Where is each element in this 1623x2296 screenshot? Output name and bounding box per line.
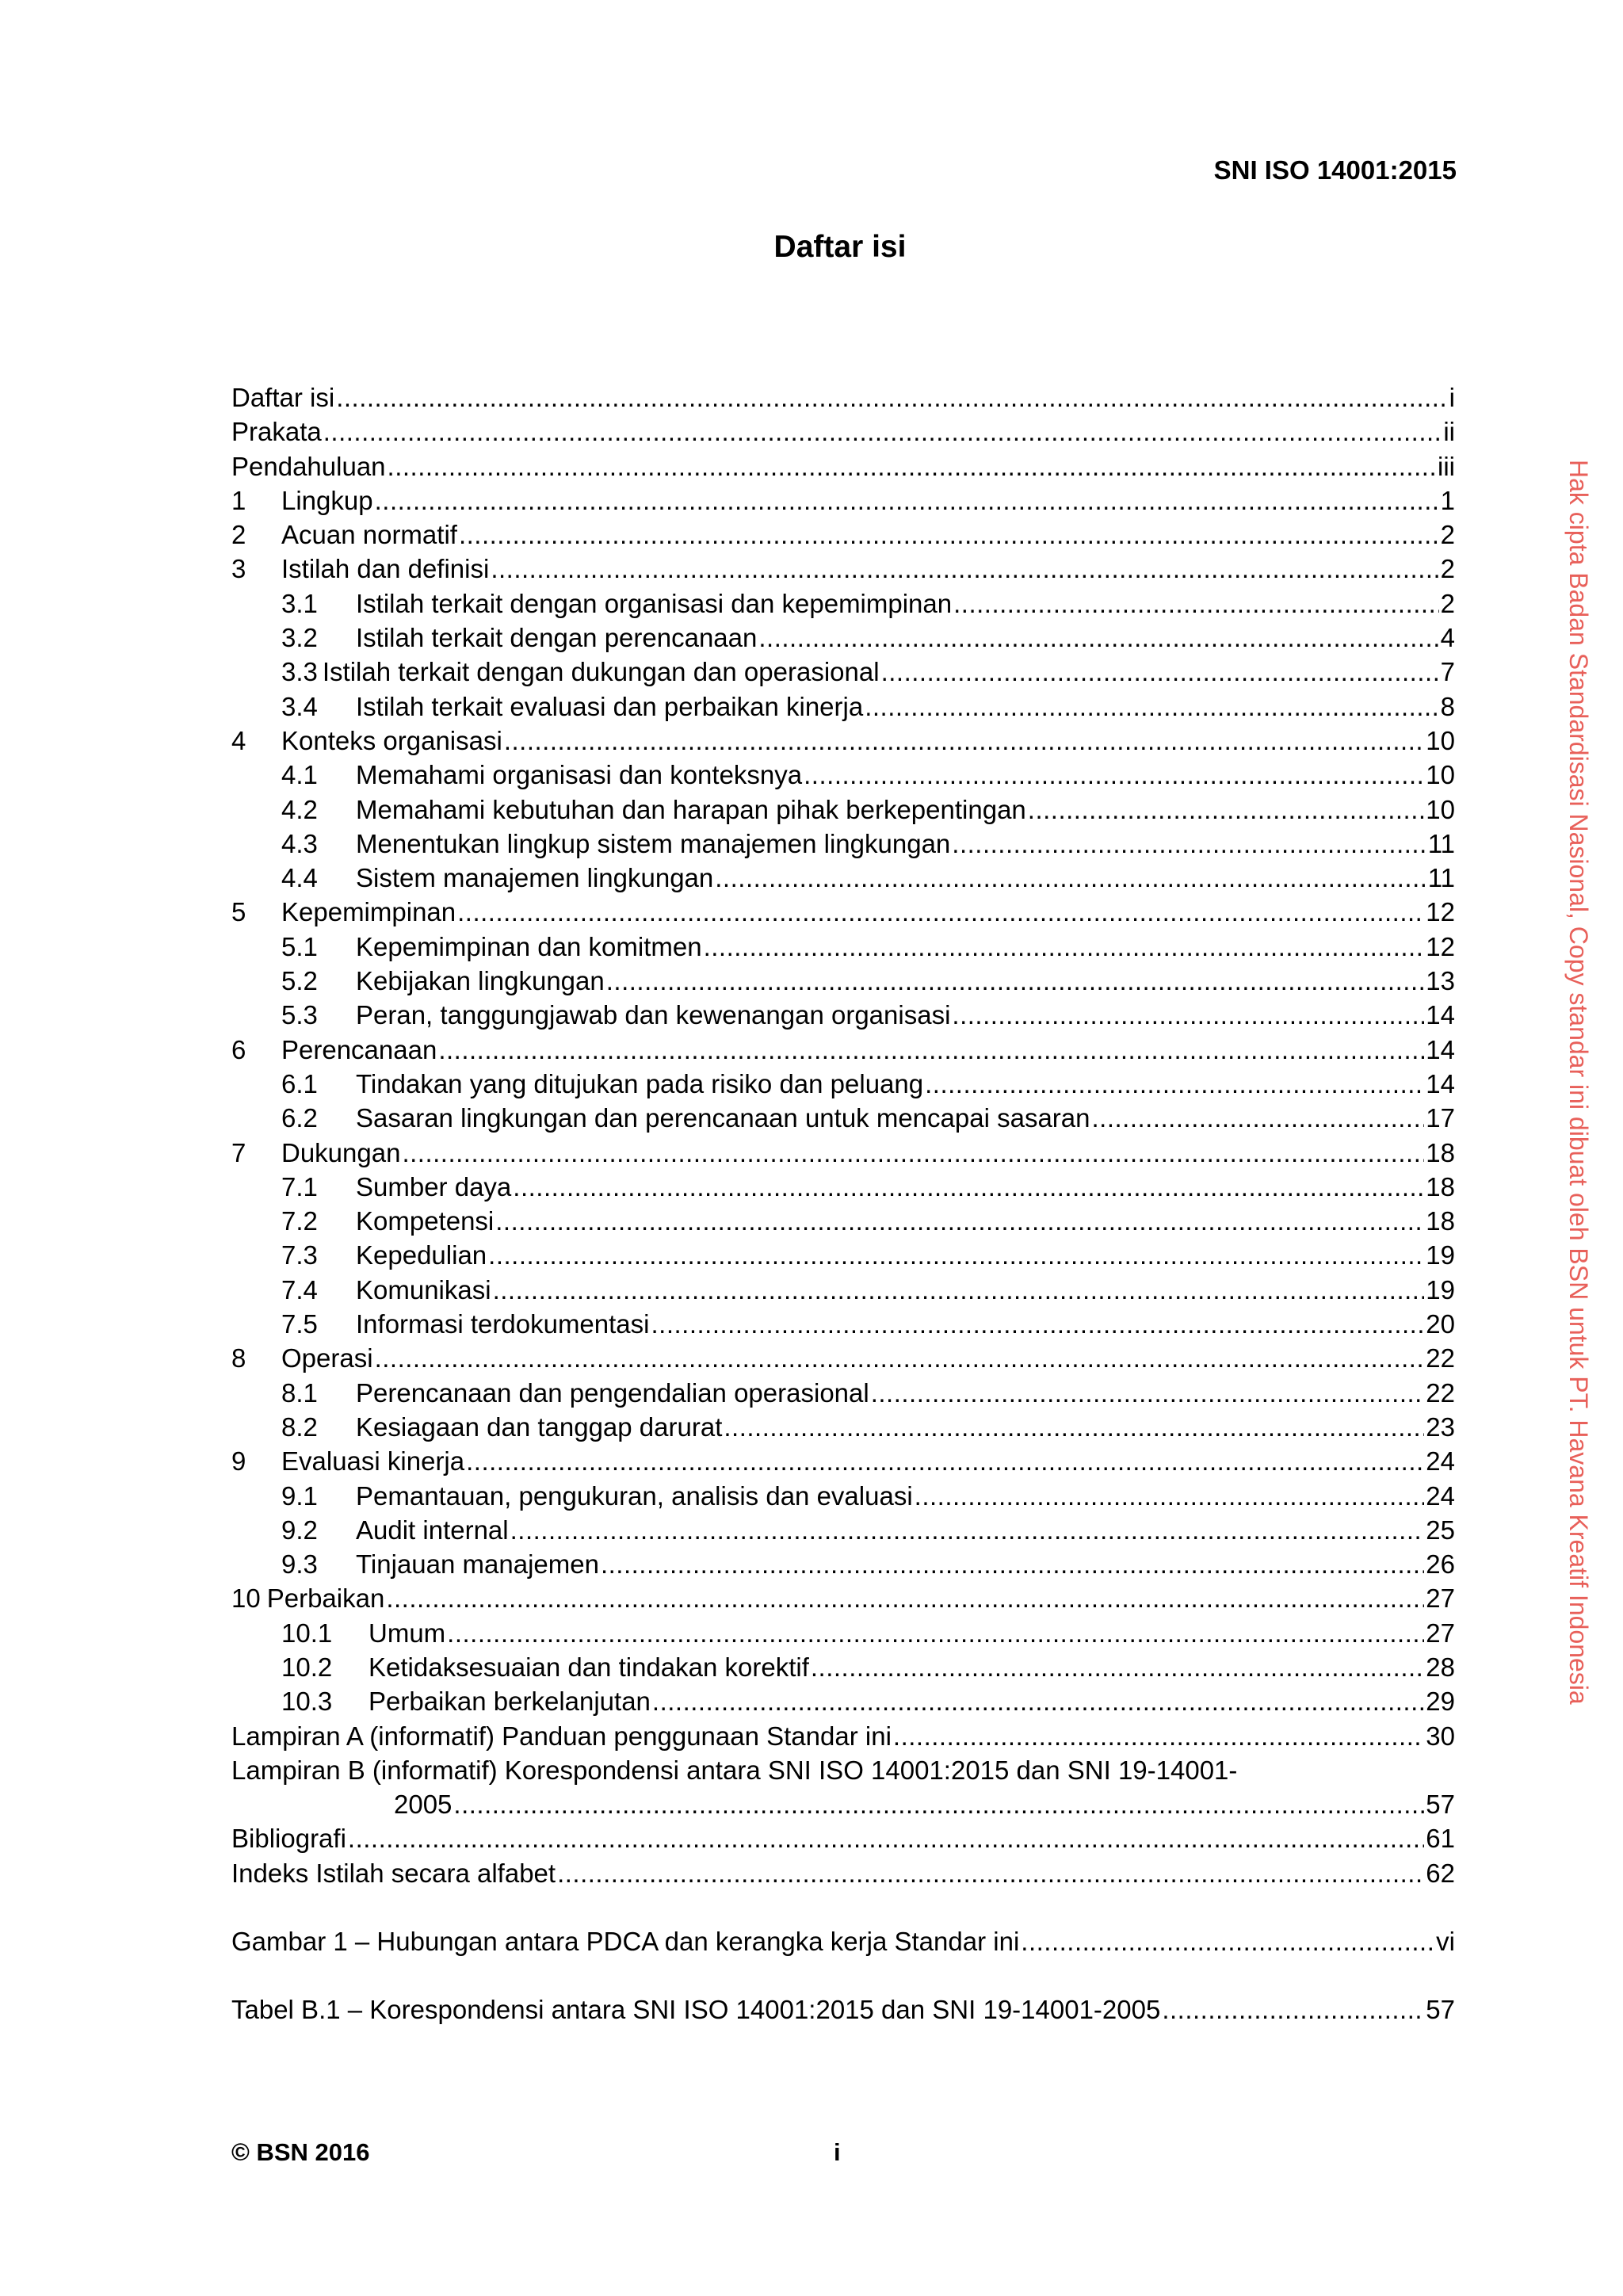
- footer-copyright: © BSN 2016: [231, 2138, 370, 2166]
- toc-entry-number: 3.1: [281, 588, 318, 618]
- toc-entry[interactable]: [231, 655, 1455, 689]
- toc-entry-text: Kompetensi: [356, 1206, 495, 1236]
- toc-entry[interactable]: [231, 1616, 1455, 1650]
- toc-entry-page: 17: [1426, 1103, 1455, 1133]
- toc-entry-number: 4.4: [281, 863, 318, 893]
- toc-entry-text: Prakata: [231, 417, 322, 447]
- toc-entry-page: 14: [1426, 1068, 1455, 1098]
- toc-leader-dots: [513, 1170, 1424, 1204]
- figure-list: [231, 1924, 1455, 1958]
- toc-entry-number: 8.1: [281, 1377, 318, 1408]
- toc-leader-dots: [804, 758, 1424, 792]
- toc-entry-number: 7.4: [281, 1274, 318, 1305]
- toc-entry-text: Istilah terkait dengan perencanaan: [356, 623, 758, 653]
- toc-entry-text: Sumber daya: [356, 1171, 512, 1201]
- copyright-watermark: Hak cipta Badan Standardisasi Nasional, Copy standar ini dibuat oleh BSN untuk PT. Havana Kreatif Indonesia: [1564, 460, 1593, 1705]
- toc-entry[interactable]: [231, 1101, 1455, 1135]
- toc-entry-number: 4.2: [281, 794, 318, 824]
- toc-entry-text: Gambar 1 – Hubungan antara PDCA dan kerangka kerja Standar ini: [231, 1927, 1020, 1957]
- toc-leader-dots: [1162, 1992, 1424, 2027]
- toc-leader-dots: [493, 1273, 1425, 1307]
- toc-leader-dots: [925, 1067, 1424, 1101]
- toc-leader-dots: [504, 724, 1424, 758]
- toc-entry-page: 12: [1426, 931, 1455, 961]
- toc-entry-text: Daftar isi: [231, 383, 335, 412]
- toc-entry-text: Kepemimpinan dan komitmen: [356, 931, 702, 961]
- toc-entry-page: 25: [1426, 1515, 1455, 1545]
- toc-entry[interactable]: [231, 1170, 1455, 1204]
- toc-entry[interactable]: [231, 1067, 1455, 1101]
- toc-entry-page: 10: [1426, 794, 1455, 824]
- toc-entry-text: Istilah terkait evaluasi dan perbaikan kinerja: [356, 691, 864, 721]
- toc-entry[interactable]: [231, 1341, 1455, 1375]
- toc-entry-page: 24: [1426, 1446, 1455, 1477]
- toc-leader-dots: [323, 415, 1442, 449]
- toc-entry-number: 4.3: [281, 828, 318, 858]
- toc-entry-number: 9.2: [281, 1515, 318, 1545]
- toc-entry-page: 7: [1440, 657, 1455, 687]
- toc-entry-text: Kebijakan lingkungan: [356, 966, 605, 996]
- toc-entry-text: Menentukan lingkup sistem manajemen lingkungan: [356, 828, 951, 858]
- toc-entry-text: Dukungan: [281, 1137, 401, 1167]
- toc-leader-dots: [652, 1684, 1424, 1718]
- toc-entry[interactable]: [231, 586, 1455, 621]
- toc-entry-number: 10.1: [281, 1618, 333, 1648]
- toc-entry-page: 29: [1426, 1687, 1455, 1717]
- toc-entry-page: 18: [1426, 1137, 1455, 1167]
- toc-entry-number: 8: [231, 1343, 246, 1373]
- toc-entry-text: Lampiran B (informatif) Korespondensi antara SNI ISO 14001:2015 dan SNI 19-14001-: [231, 1755, 1238, 1785]
- toc-main-list: [231, 380, 1455, 1753]
- toc-entry[interactable]: [231, 1033, 1455, 1067]
- toc-entry-page: 27: [1426, 1584, 1455, 1614]
- toc-entry-number: 5.3: [281, 1000, 318, 1030]
- toc-entry-number: 1: [231, 485, 246, 515]
- toc-entry-number: 10: [231, 1584, 261, 1614]
- toc-leader-dots: [459, 518, 1439, 552]
- toc-leader-dots: [893, 1719, 1424, 1753]
- toc-entry-text: Tabel B.1 – Korespondensi antara SNI ISO 14001:2015 dan SNI 19-14001-2005: [231, 1995, 1161, 2025]
- toc-entry-page: 26: [1426, 1549, 1455, 1580]
- toc-entry[interactable]: [231, 895, 1455, 929]
- toc-leader-dots: [488, 1238, 1424, 1272]
- toc-entry[interactable]: [231, 793, 1455, 827]
- toc-leader-dots: [457, 895, 1424, 929]
- toc-entry-text: Bibliografi: [231, 1824, 346, 1854]
- toc-leader-dots: [557, 1856, 1424, 1890]
- toc-entry-page: 61: [1426, 1824, 1455, 1854]
- toc-leader-dots: [952, 827, 1426, 861]
- toc-entry[interactable]: [231, 1238, 1455, 1272]
- toc-entry-number: 7: [231, 1137, 246, 1167]
- toc-leader-dots: [348, 1821, 1424, 1855]
- toc-entry-page: 4: [1440, 623, 1455, 653]
- toc-entry-text: Perencanaan: [281, 1034, 437, 1064]
- toc-entry-page: 19: [1426, 1274, 1455, 1305]
- toc-entry-page: 22: [1426, 1343, 1455, 1373]
- toc-entry-text: Pendahuluan: [231, 451, 386, 481]
- toc-leader-dots: [601, 1547, 1424, 1581]
- toc-leader-dots: [724, 1410, 1424, 1444]
- toc-entry[interactable]: [231, 518, 1455, 552]
- toc-entry-number: 4: [231, 725, 246, 755]
- toc-entry[interactable]: [231, 861, 1455, 895]
- toc-leader-dots: [1021, 1924, 1434, 1958]
- toc-entry[interactable]: [231, 1307, 1455, 1341]
- toc-entry[interactable]: [231, 690, 1455, 724]
- toc-entry-page: 11: [1427, 828, 1455, 858]
- toc-entry-page: 8: [1440, 691, 1455, 721]
- toc-entry-number: 10.2: [281, 1652, 333, 1682]
- toc-entry[interactable]: [231, 621, 1455, 655]
- toc-entry-text: Memahami organisasi dan konteksnya: [356, 760, 803, 790]
- figure-entry[interactable]: [231, 1924, 1455, 1958]
- toc-entry-page: ii: [1443, 417, 1455, 447]
- toc-leader-dots: [758, 621, 1438, 655]
- toc-entry-page: 27: [1426, 1618, 1455, 1648]
- toc-entry-page: 14: [1426, 1000, 1455, 1030]
- table-entry[interactable]: [231, 1992, 1455, 2027]
- toc-entry-text: Perbaikan berkelanjutan: [369, 1687, 651, 1717]
- toc-entry-page: vi: [1436, 1927, 1455, 1957]
- toc-entry[interactable]: [231, 1821, 1455, 1855]
- toc-entry-page: 20: [1426, 1309, 1455, 1339]
- toc-entry-number: 8.2: [281, 1412, 318, 1442]
- toc-leader-dots: [453, 1787, 1424, 1821]
- toc-entry-text: Lampiran A (informatif) Panduan penggunaan Standar ini: [231, 1721, 892, 1751]
- toc-leader-dots: [865, 690, 1438, 724]
- toc-entry-page: 57: [1426, 1790, 1455, 1820]
- toc-entry-page: 18: [1426, 1206, 1455, 1236]
- toc-entry[interactable]: [231, 1204, 1455, 1238]
- toc-entry-page: 2: [1440, 588, 1455, 618]
- toc-entry-text: Lingkup: [281, 485, 373, 515]
- toc-entry[interactable]: [231, 1513, 1455, 1547]
- toc-entry-text: Kepemimpinan: [281, 897, 456, 927]
- toc-entry-number: 3.4: [281, 691, 318, 721]
- toc-entry-page: 23: [1426, 1412, 1455, 1442]
- toc-entry[interactable]: [231, 758, 1455, 792]
- toc-entry[interactable]: [231, 1581, 1455, 1615]
- toc-entry-page: 22: [1426, 1377, 1455, 1408]
- toc-entry-page: 11: [1427, 863, 1455, 893]
- toc-entry[interactable]: [231, 1410, 1455, 1444]
- toc-entry-page: 2: [1440, 520, 1455, 550]
- toc-entry[interactable]: [231, 1444, 1455, 1478]
- toc-leader-dots: [388, 449, 1436, 483]
- toc-entry-number: 6.1: [281, 1068, 318, 1098]
- toc-entry-text: Audit internal: [356, 1515, 509, 1545]
- toc-entry[interactable]: [231, 724, 1455, 758]
- toc-entry[interactable]: [231, 998, 1455, 1032]
- toc-entry-page: 10: [1426, 725, 1455, 755]
- toc-entry[interactable]: [231, 1684, 1455, 1718]
- toc-entry-text: Umum: [369, 1618, 446, 1648]
- toc-entry[interactable]: [231, 827, 1455, 861]
- toc-leader-dots: [491, 552, 1438, 586]
- toc-entry-page: 19: [1426, 1240, 1455, 1270]
- toc-entry-page: 13: [1426, 966, 1455, 996]
- toc-entry-number: 7.2: [281, 1206, 318, 1236]
- toc-leader-dots: [375, 483, 1439, 518]
- document-id: SNI ISO 14001:2015: [1213, 155, 1457, 185]
- toc-entry[interactable]: [231, 449, 1455, 483]
- toc-entry[interactable]: [231, 1479, 1455, 1513]
- toc-leader-dots: [915, 1479, 1425, 1513]
- toc-leader-dots: [715, 861, 1426, 895]
- toc-leader-dots: [402, 1136, 1424, 1170]
- toc-entry-number: 2: [231, 520, 246, 550]
- toc-leader-dots: [495, 1204, 1424, 1238]
- toc-entry-line1: [231, 1753, 1455, 1787]
- toc-entry-text: Komunikasi: [356, 1274, 491, 1305]
- toc-entry[interactable]: [231, 1856, 1455, 1890]
- toc-entry-text: Kepedulian: [356, 1240, 487, 1270]
- toc-entry-text: Memahami kebutuhan dan harapan pihak berkepentingan: [356, 794, 1026, 824]
- toc-entry-text: Istilah terkait dengan dukungan dan operasional: [322, 657, 880, 687]
- toc-entry-page: iii: [1438, 451, 1455, 481]
- toc-entry-number: 7.3: [281, 1240, 318, 1270]
- footer-page-number: i: [834, 2138, 841, 2166]
- toc-leader-dots: [881, 655, 1439, 689]
- toc-entry-page: i: [1449, 383, 1455, 412]
- toc-leader-dots: [704, 930, 1425, 964]
- toc-entry-number: 6: [231, 1034, 246, 1064]
- toc-entry-text: Operasi: [281, 1343, 373, 1373]
- toc-entry[interactable]: [231, 964, 1455, 998]
- toc-entry-page: 2: [1440, 554, 1455, 584]
- toc-entry-number: 7.1: [281, 1171, 318, 1201]
- toc-entry-text: Konteks organisasi: [281, 725, 502, 755]
- toc-entry-number: 5.2: [281, 966, 318, 996]
- toc-entry[interactable]: [231, 552, 1455, 586]
- page-title: Daftar isi: [773, 230, 907, 264]
- table-of-contents: [231, 380, 1455, 2027]
- toc-leader-dots: [871, 1376, 1425, 1410]
- toc-entry-text: Istilah terkait dengan organisasi dan kepemimpinan: [356, 588, 953, 618]
- toc-leader-dots: [336, 380, 1447, 415]
- toc-entry[interactable]: [231, 1547, 1455, 1581]
- toc-entry-number: 10.3: [281, 1687, 333, 1717]
- toc-entry-page: 12: [1426, 897, 1455, 927]
- toc-entry-page: 62: [1426, 1858, 1455, 1888]
- toc-leader-dots: [1028, 793, 1425, 827]
- toc-entry-text: Perbaikan: [266, 1584, 385, 1614]
- toc-entry-text: Informasi terdokumentasi: [356, 1309, 650, 1339]
- toc-entry-page: 18: [1426, 1171, 1455, 1201]
- toc-tail-list: [231, 1821, 1455, 1890]
- toc-entry-number: 6.2: [281, 1103, 318, 1133]
- toc-entry-page: 24: [1426, 1480, 1455, 1511]
- toc-entry-text: Indeks Istilah secara alfabet: [231, 1858, 556, 1888]
- toc-entry-text: Istilah dan definisi: [281, 554, 490, 584]
- toc-leader-dots: [466, 1444, 1424, 1478]
- toc-entry-text: Tindakan yang ditujukan pada risiko dan peluang: [356, 1068, 924, 1098]
- toc-entry-number: 3.2: [281, 623, 318, 653]
- toc-leader-dots: [386, 1581, 1424, 1615]
- toc-entry-number: 9: [231, 1446, 246, 1477]
- toc-entry-text: Pemantauan, pengukuran, analisis dan evaluasi: [356, 1480, 913, 1511]
- toc-entry-page: 10: [1426, 760, 1455, 790]
- toc-leader-dots: [606, 964, 1425, 998]
- toc-entry-page: 30: [1426, 1721, 1455, 1751]
- toc-leader-dots: [651, 1307, 1425, 1341]
- toc-entry-number: 4.1: [281, 760, 318, 790]
- toc-entry[interactable]: [231, 930, 1455, 964]
- toc-leader-dots: [438, 1033, 1424, 1067]
- toc-entry-number: 3.3: [281, 657, 318, 687]
- toc-entry-page: 1: [1440, 485, 1455, 515]
- toc-entry-text: Sasaran lingkungan dan perencanaan untuk mencapai sasaran: [356, 1103, 1090, 1133]
- toc-entry-text: Ketidaksesuaian dan tindakan korektif: [369, 1652, 809, 1682]
- toc-entry-text: Acuan normatif: [281, 520, 457, 550]
- toc-entry-page: 57: [1426, 1995, 1455, 2025]
- toc-leader-dots: [375, 1341, 1425, 1375]
- toc-entry-text: 2005: [394, 1790, 453, 1820]
- toc-leader-dots: [510, 1513, 1425, 1547]
- toc-leader-dots: [447, 1616, 1424, 1650]
- toc-entry[interactable]: [231, 1273, 1455, 1307]
- toc-entry-page: 28: [1426, 1652, 1455, 1682]
- toc-entry-text: Evaluasi kinerja: [281, 1446, 465, 1477]
- toc-entry[interactable]: [231, 380, 1455, 415]
- toc-entry-number: 9.1: [281, 1480, 318, 1511]
- toc-entry[interactable]: [231, 483, 1455, 518]
- toc-entry-text: Sistem manajemen lingkungan: [356, 863, 714, 893]
- toc-entry-number: 7.5: [281, 1309, 318, 1339]
- toc-entry-number: 3: [231, 554, 246, 584]
- toc-entry-text: Perencanaan dan pengendalian operasional: [356, 1377, 869, 1408]
- toc-leader-dots: [1092, 1101, 1425, 1135]
- toc-entry-page: 14: [1426, 1034, 1455, 1064]
- toc-entry[interactable]: [231, 415, 1455, 449]
- toc-entry-text: Peran, tanggungjawab dan kewenangan organisasi: [356, 1000, 951, 1030]
- toc-entry-line2: [231, 1787, 1455, 1821]
- table-list: [231, 1992, 1455, 2027]
- toc-leader-dots: [953, 586, 1439, 621]
- toc-entry-number: 9.3: [281, 1549, 318, 1580]
- toc-entry-text: Tinjauan manajemen: [356, 1549, 599, 1580]
- toc-leader-dots: [811, 1650, 1424, 1684]
- toc-wrapped-entry[interactable]: [231, 1753, 1455, 1822]
- toc-entry-number: 5: [231, 897, 246, 927]
- toc-entry[interactable]: [231, 1650, 1455, 1684]
- toc-entry[interactable]: [231, 1719, 1455, 1753]
- toc-entry[interactable]: [231, 1376, 1455, 1410]
- toc-entry-number: 5.1: [281, 931, 318, 961]
- toc-entry-text: Kesiagaan dan tanggap darurat: [356, 1412, 723, 1442]
- toc-leader-dots: [952, 998, 1424, 1032]
- toc-entry[interactable]: [231, 1136, 1455, 1170]
